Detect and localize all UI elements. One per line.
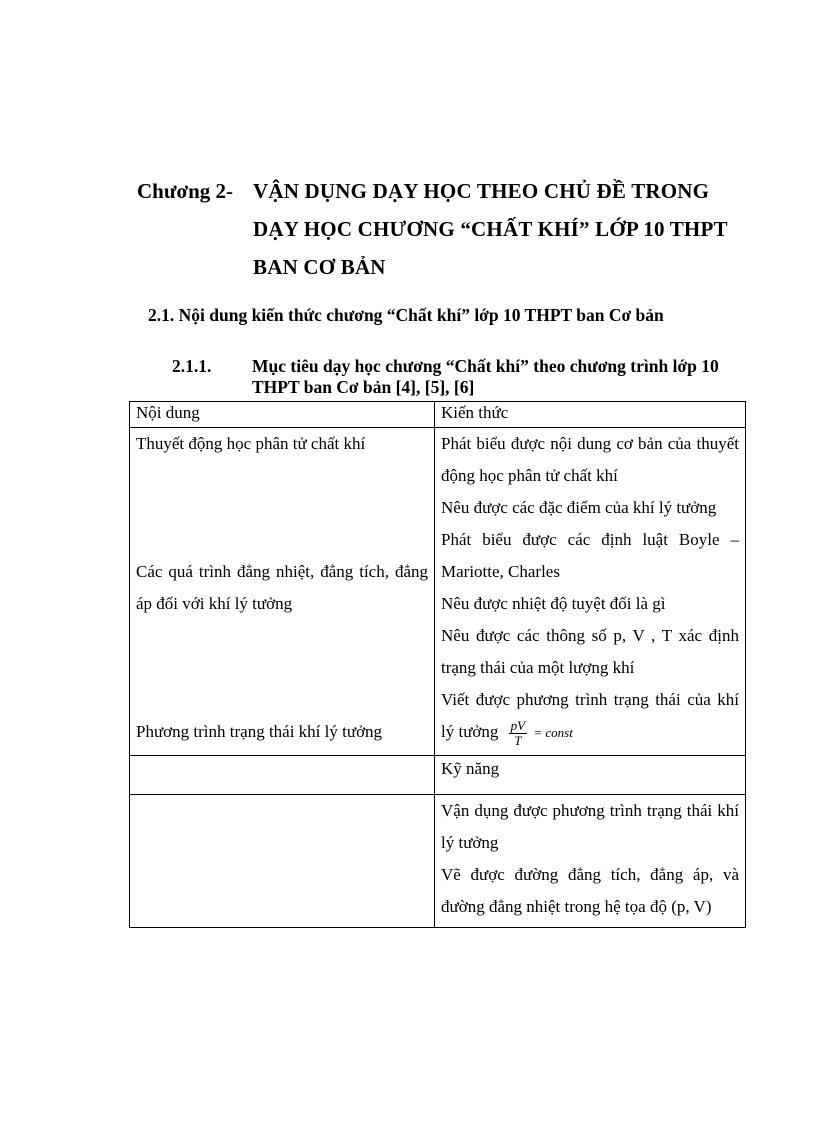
knowledge-cell <box>435 428 746 756</box>
formula-item <box>441 684 739 755</box>
objectives-table <box>129 401 746 928</box>
skills-header-row <box>130 756 746 795</box>
list-item: Phát biểu được các định luật Boyle – Mariotte, Charles <box>441 530 739 581</box>
fraction-numerator: pV <box>510 717 526 733</box>
subsection-number: 2.1.1. <box>172 356 212 376</box>
formula-rhs: = const <box>533 725 573 740</box>
topic-state-equation: Phương trình trạng thái khí lý tưởng <box>136 722 383 741</box>
chapter-title: VẬN DỤNG DẠY HỌC THEO CHỦ ĐỀ TRONG DẠY HỌC CHƯƠNG “CHẤT KHÍ” LỚP 10 THPT BAN CƠ BẢN <box>253 179 728 279</box>
topic-gas-processes: Các quá trình đẳng nhiệt, đẳng tích, đẳng áp đối với khí lý tưởng <box>136 562 428 613</box>
fraction-denominator: T <box>514 732 522 748</box>
list-item: Vận dụng được phương trình trạng thái khí lý tưởng <box>441 801 739 852</box>
state-equation-fraction <box>509 719 527 748</box>
formula-lead: Viết được phương trình trạng thái của khí lý tưởng <box>441 690 739 741</box>
empty-cell <box>130 795 435 928</box>
header-content: Nội dung <box>130 402 435 428</box>
topic-kinetic-theory: Thuyết động học phân tử chất khí <box>136 434 366 453</box>
knowledge-row <box>130 428 746 756</box>
subsection-heading <box>172 356 752 398</box>
empty-cell <box>130 756 435 795</box>
chapter-heading <box>137 172 757 286</box>
skills-cell <box>435 795 746 928</box>
list-item: Vẽ được đường đẳng tích, đẳng áp, và đường đẳng nhiệt trong hệ tọa độ (p, V) <box>441 865 739 916</box>
subsection-title: Mục tiêu dạy học chương “Chất khí” theo chương trình lớp 10 THPT ban Cơ bản [4], [5], [6] <box>252 356 719 397</box>
topics-cell <box>130 428 435 756</box>
skills-row <box>130 795 746 928</box>
list-item: Nêu được nhiệt độ tuyệt đối là gì <box>441 594 666 613</box>
section-heading: 2.1. Nội dung kiến thức chương “Chất khí” lớp 10 THPT ban Cơ bản <box>148 305 664 325</box>
topic-spacer <box>136 492 428 556</box>
list-item: Nêu được các thông số p, V , T xác định trạng thái của một lượng khí <box>441 626 739 677</box>
skills-header: Kỹ năng <box>435 756 746 795</box>
table-header-row <box>130 402 746 428</box>
header-knowledge: Kiến thức <box>435 402 746 428</box>
list-item: Nêu được các đặc điểm của khí lý tưởng <box>441 498 717 517</box>
list-item: Phát biểu được nội dung cơ bản của thuyết động học phân tử chất khí <box>441 434 739 485</box>
chapter-label: Chương 2- <box>137 179 233 203</box>
